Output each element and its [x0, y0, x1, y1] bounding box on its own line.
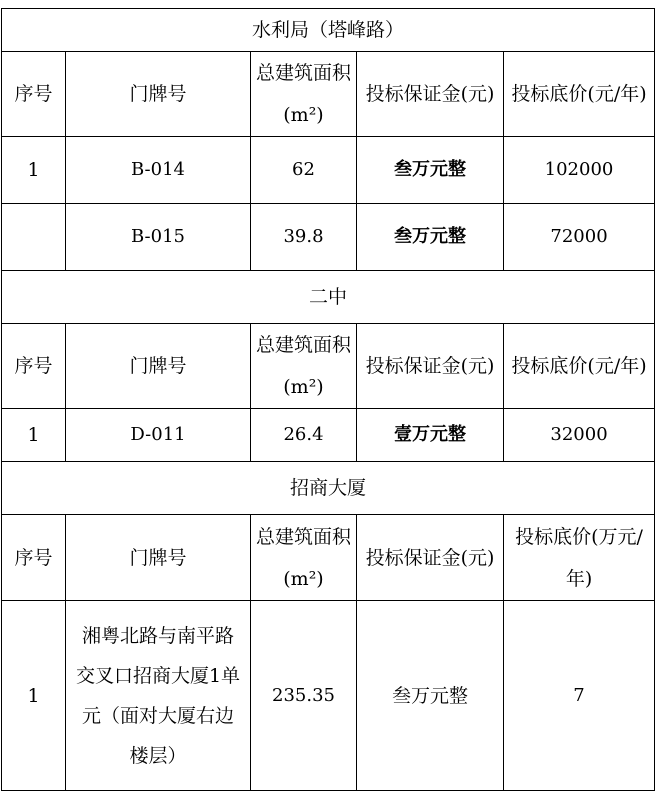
cell-deposit: 叁万元整 — [357, 601, 504, 791]
section-title: 水利局（塔峰路） — [2, 9, 655, 52]
cell-door-number: B-015 — [66, 204, 251, 271]
header-total-area: 总建筑面积(m²) — [251, 324, 357, 409]
table-row — [2, 137, 655, 204]
section-title: 招商大厦 — [2, 462, 655, 515]
header-bid-deposit: 投标保证金(元) — [357, 52, 504, 137]
cell-serial: 1 — [2, 137, 66, 204]
header-bid-deposit: 投标保证金(元) — [357, 515, 504, 601]
table-row — [2, 601, 655, 791]
header-base-price: 投标底价(元/年) — [504, 52, 655, 137]
cell-serial — [2, 204, 66, 271]
table-row — [2, 204, 655, 271]
cell-door-number: 湘粤北路与南平路交叉口招商大厦1单元（面对大厦右边楼层） — [66, 601, 251, 791]
header-bid-deposit: 投标保证金(元) — [357, 324, 504, 409]
section-title: 二中 — [2, 271, 655, 324]
cell-serial: 1 — [2, 409, 66, 462]
cell-deposit: 壹万元整 — [357, 409, 504, 462]
cell-area: 235.35 — [251, 601, 357, 791]
cell-area: 39.8 — [251, 204, 357, 271]
cell-area: 26.4 — [251, 409, 357, 462]
header-serial: 序号 — [2, 52, 66, 137]
cell-area: 62 — [251, 137, 357, 204]
header-door-number: 门牌号 — [66, 52, 251, 137]
header-total-area: 总建筑面积(m²) — [251, 52, 357, 137]
cell-deposit: 叁万元整 — [357, 137, 504, 204]
bid-listing-table — [1, 8, 655, 791]
cell-price: 102000 — [504, 137, 655, 204]
cell-serial: 1 — [2, 601, 66, 791]
cell-price: 32000 — [504, 409, 655, 462]
cell-price: 7 — [504, 601, 655, 791]
header-door-number: 门牌号 — [66, 324, 251, 409]
table-row — [2, 409, 655, 462]
cell-door-number: D-011 — [66, 409, 251, 462]
header-serial: 序号 — [2, 324, 66, 409]
header-total-area: 总建筑面积(m²) — [251, 515, 357, 601]
cell-deposit: 叁万元整 — [357, 204, 504, 271]
header-door-number: 门牌号 — [66, 515, 251, 601]
cell-price: 72000 — [504, 204, 655, 271]
header-base-price: 投标底价(元/年) — [504, 324, 655, 409]
header-serial: 序号 — [2, 515, 66, 601]
header-base-price: 投标底价(万元/年) — [504, 515, 655, 601]
cell-door-number: B-014 — [66, 137, 251, 204]
